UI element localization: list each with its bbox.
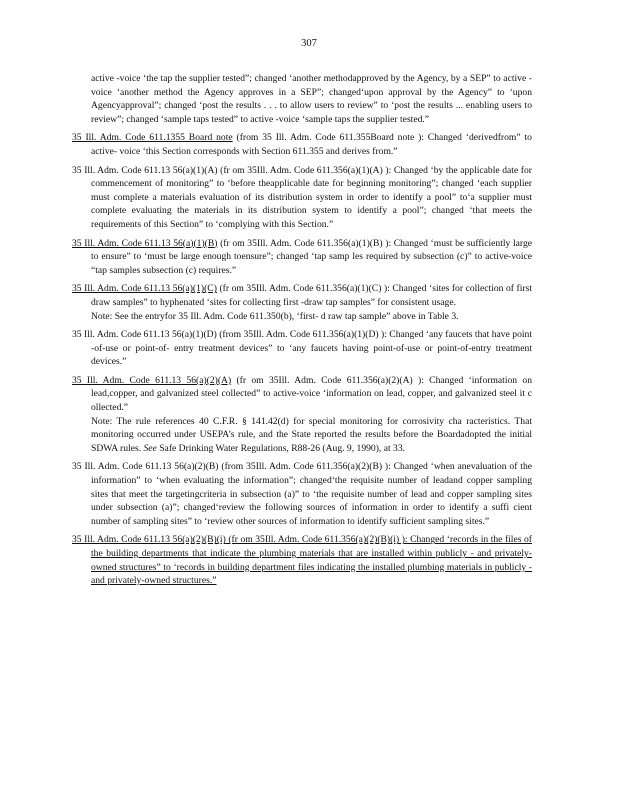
entry-reference: 35 Ill. Adm. Code 611.13 56(a)(1)(D) (72, 329, 217, 341)
entry-reference: 35 Ill. Adm. Code 611.13 56(a)(2)(B)(i) (72, 534, 226, 546)
entry-text: (fr om 35Ill. Adm. Code 611.356(a)(2)(A) ): Changed ‘information on lead,copper, and galvanized steel collected” to active-voice ‘information on lead, copper, and galvanized steel it c ollected.” (91, 374, 532, 414)
entry-text: (fr om 35Ill. Adm. Code 611.356(a)(1)(A) ): Changed ‘by the applicable date for commencement of monitoring” to ‘before theapplicable date for beginning monitoring”; changed ‘each supplier must complete a materials evaluation of its distribution system in order to identify a pool” to‘a supplier must complete evaluating the materials in its distribution system to identify a pool”; changed ‘that meets the requirements of this Section” to ‘complying with this Section.” (91, 164, 532, 230)
note-text: Note: The rule references 40 C.F.R. § 141.42(d) for special monitoring for corrosivity cha racteristics. That monitoring occurred under USEPA’s rule, and the State reported the results before the Boardadopted the initial SDWA rules. (91, 415, 532, 454)
entry-reference: 35 Ill. Adm. Code 611.1355 Board note (72, 132, 233, 144)
page-number: 307 (301, 38, 317, 49)
entry-reference: 35 Ill. Adm. Code 611.13 56(a)(1)(B) (72, 237, 218, 249)
entry-text: (fr om 35Ill. Adm. Code 611.356(a)(2)(B)(i) ): Changed ‘records in the files of the building departments that indicate the plumbing materials that are installed within publicly - and privately-owned structures” to ‘records in building department files indicating the installed plumbing materials in publicly - and privately-owned structures.” (91, 534, 532, 587)
entry-611-1356-a-2-B-i (72, 533, 532, 587)
entry-note (72, 415, 532, 456)
entry-611-1356-a-1-B (72, 237, 532, 278)
note-text: Note: See the entryfor 35 Ill. Adm. Code 611.350(b), ‘first- d raw tap sample” above in Table 3. (91, 310, 459, 322)
page-content (72, 72, 532, 588)
entry-reference: 35 Ill. Adm. Code 611.13 56(a)(1)(C) (72, 283, 217, 295)
entry-611-1356-a-1-D (72, 328, 532, 369)
entry-611-1355-board-note (72, 131, 532, 158)
entry-text: active -voice ‘the tap the supplier tested”; changed ‘another methodapproved by the Agency, by a SEP” to active -voice ‘another method the Agency approves in a SEP”; changed‘upon approval by the Agency” to ‘upon Agencyapproval”; changed ‘post the results . . . to allow users to review” to ‘post the results ... enabling users to review”; changed ‘sample taps tested” to active -voice ‘sample taps the supplier tested.” (91, 73, 532, 125)
entry-text: (fr om 35Ill. Adm. Code 611.356(a)(1)(C) ): Changed ‘sites for collection of first draw samples” to hyphenated ‘sites for collecting first -draw tap samples” for consistent usage. (91, 283, 533, 308)
entry-text: (fr om 35Ill. Adm. Code 611.356(a)(1)(B) ): Changed ‘must be sufficiently large to ensure” to ‘must be large enough toensure”; changed ‘tap samp les required by subsection (c)” to active-voice “tap samples subsection (c) requires.” (91, 237, 532, 276)
entry-611-1356-a-2-B (72, 460, 532, 528)
entry-reference: 35 Ill. Adm. Code 611.13 56(a)(2)(B) (72, 461, 219, 473)
entry-text: (from 35Ill. Adm. Code 611.356(a)(2)(B) ): Changed ‘when anevaluation of the information” to ‘when evaluating the information”; changed‘the requisite number of leadand copper sampling sites that meet the targetingcriteria in subsection (a)” to ‘the requisite number of lead and copper sampling sites under subsection (a)”; changed‘review the following sources of information in order to identify a suffi cient number of sampling sites” to ‘review other sources of information to identify sufficient sampling sites.” (91, 461, 533, 527)
note-italic: See (143, 442, 157, 454)
entry-611-1356-a-1-C (72, 282, 532, 309)
note-tail: Safe Drinking Water Regulations, R88-26 (Aug. 9, 1990), at 33. (156, 442, 406, 454)
entry-611-1356-a-1-A (72, 164, 532, 232)
entry-reference: 35 Ill. Adm. Code 611.13 56(a)(1)(A) (72, 164, 218, 176)
entry-note (72, 310, 532, 324)
entry-continuation (72, 72, 532, 126)
entry-text: (from 35Ill. Adm. Code 611.356(a)(1)(D) ): Changed ‘any faucets that have point -of-use or point-of- entry treatment devices” to ‘any faucets having point-of-use or point-of-entry treatment devices.” (91, 329, 532, 368)
entry-reference: 35 Ill. Adm. Code 611.13 56(a)(2)(A) (72, 374, 232, 386)
entry-611-1356-a-2-A (72, 374, 532, 415)
entry-text: (from 35 Ill. Adm. Code 611.355Board note ): Changed ‘derivedfrom” to active- voice ‘this Section corresponds with Section 611.355 and derives from.” (91, 132, 532, 157)
